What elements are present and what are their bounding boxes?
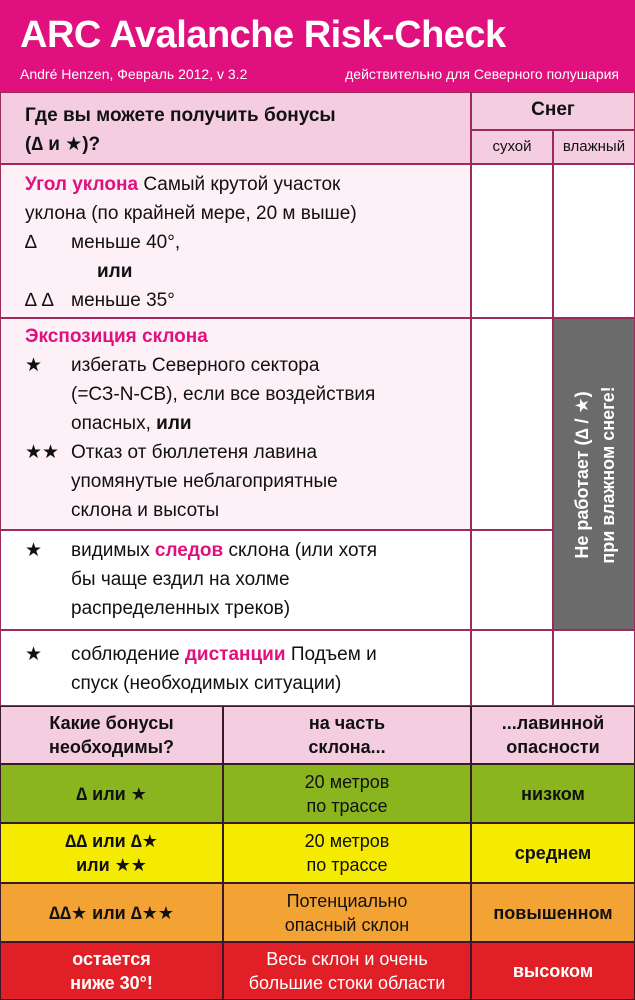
slope-angle-wet-cell: [553, 164, 635, 318]
table-cell: 20 метров: [304, 771, 390, 792]
distance-post: Подъем и: [290, 644, 377, 665]
bonus-col-header: [0, 706, 223, 764]
tracks-row: [0, 530, 471, 630]
exposition-opt1-line3-text: опасных,: [71, 413, 151, 434]
tracks-highlight: следов: [154, 540, 224, 561]
table-cell: по трассе: [306, 855, 388, 875]
slope-angle-or: или: [97, 261, 133, 282]
table-cell: ниже 30°!: [70, 973, 153, 993]
slope-part-col-header: [223, 706, 471, 764]
table-row-considerable-danger: [471, 883, 635, 942]
table-cell: повышенном: [493, 902, 613, 923]
wet-snow-warning: [553, 318, 635, 630]
wet-snow-warning-text: [569, 386, 621, 563]
table-row-moderate-bonus: [0, 823, 223, 883]
distance-row: [0, 630, 471, 706]
table-cell: ∆∆★ или ∆★★: [48, 902, 174, 923]
tracks-pre: видимых: [71, 540, 150, 561]
bonus-col-header-line1: Какие бонусы: [49, 713, 174, 733]
bonus-col-header-line2: необходимы?: [48, 737, 175, 757]
table-cell: ∆ или ★: [76, 783, 147, 804]
exposition-opt1-line1: избегать Северного сектора: [71, 355, 320, 376]
dry-snow-header: сухой: [471, 130, 553, 164]
tracks-post: склона (или хотя: [228, 540, 378, 561]
slope-angle-text2: уклона (по крайней мере, 20 м выше): [25, 203, 357, 224]
tracks-line2: бы чаще ездил на холме: [71, 569, 290, 590]
table-cell: среднем: [514, 843, 592, 863]
slope-angle-heading: Угол уклона: [25, 174, 139, 195]
double-star-icon: ★★: [25, 442, 60, 463]
table-cell: Весь склон и очень: [266, 949, 428, 969]
exposition-opt2-line1: Отказ от бюллетеня лавина: [71, 442, 318, 463]
distance-wet-cell: [553, 630, 635, 706]
table-cell: большие стоки области: [248, 973, 446, 993]
table-cell: Потенциально: [286, 890, 408, 911]
exposition-opt2-line2: упомянутые неблагоприятные: [71, 471, 338, 492]
table-cell: опасный склон: [284, 914, 410, 935]
table-cell: высоком: [512, 961, 594, 981]
slope-angle-row: [0, 164, 471, 318]
star-icon: ★: [25, 355, 43, 376]
exposition-opt1-line2: (=СЗ-N-СВ), если все воздействия: [71, 384, 376, 405]
page-title: ARC Avalanche Risk-Check: [20, 14, 506, 56]
distance-line1: [71, 643, 377, 667]
slope-part-col-header-line2: склона...: [308, 737, 386, 757]
author-line: André Henzen, Февраль 2012, v 3.2: [20, 66, 248, 82]
table-row-low-bonus: [0, 764, 223, 823]
distance-line2: спуск (необходимых ситуации): [71, 673, 342, 694]
exposition-heading: Экспозиция склона: [25, 326, 208, 347]
wet-snow-header: влажный: [553, 130, 635, 164]
slope-angle-text1: Самый крутой участок: [143, 174, 341, 195]
table-cell: или ★★: [76, 855, 147, 875]
slope-angle-opt1: меньше 40°,: [71, 232, 181, 253]
delta-symbol: ∆: [25, 232, 37, 253]
double-delta-symbol: ∆ ∆: [25, 290, 54, 311]
tracks-line1: [71, 539, 377, 563]
slope-part-col-header-line1: на часть: [308, 713, 386, 733]
question-line-2: (∆ и ★)?: [25, 134, 101, 155]
snow-header: Снег: [471, 92, 635, 130]
distance-pre: соблюдение: [71, 644, 180, 665]
table-cell: низком: [521, 783, 585, 804]
table-cell: остается: [72, 949, 151, 969]
table-row-moderate-part: [223, 823, 471, 883]
tracks-line3: распределенных треков): [71, 598, 291, 619]
table-row-considerable-part: [223, 883, 471, 942]
star-icon: ★: [25, 644, 43, 665]
table-row-high-part: [223, 942, 471, 1000]
slope-angle-opt2: меньше 35°: [71, 290, 175, 311]
star-icon: ★: [25, 540, 43, 561]
header-banner: [0, 0, 635, 92]
wet-snow-warning-line2: при влажном снеге!: [598, 386, 618, 564]
table-row-high-bonus: [0, 942, 223, 1000]
danger-col-header-line1: ...лавинной: [501, 713, 605, 733]
table-cell: 20 метров: [304, 831, 390, 851]
distance-highlight: дистанции: [184, 644, 286, 665]
question-header: [0, 92, 471, 164]
table-row-moderate-danger: [471, 823, 635, 883]
tracks-dry-cell: [471, 530, 553, 630]
validity-note: действительно для Северного полушария: [345, 66, 619, 82]
exposition-opt2-line3: склона и высоты: [71, 500, 220, 521]
question-line-1: Где вы можете получить бонусы: [25, 105, 336, 126]
table-cell: ∆∆ или ∆★: [65, 831, 158, 851]
table-row-high-danger: [471, 942, 635, 1000]
danger-col-header-line2: опасности: [506, 737, 600, 757]
danger-col-header: [471, 706, 635, 764]
table-row-considerable-bonus: [0, 883, 223, 942]
exposition-opt1-line3: [71, 412, 192, 436]
table-row-low-part: [223, 764, 471, 823]
exposition-dry-cell: [471, 318, 553, 530]
table-cell: по трассе: [306, 795, 388, 816]
table-row-low-danger: [471, 764, 635, 823]
exposition-or: или: [156, 413, 192, 434]
slope-angle-dry-cell: [471, 164, 553, 318]
wet-snow-warning-line1: Не работает (∆ / ★): [572, 391, 592, 559]
slope-angle-line1: [25, 173, 340, 197]
distance-dry-cell: [471, 630, 553, 706]
exposition-row: [0, 318, 471, 530]
